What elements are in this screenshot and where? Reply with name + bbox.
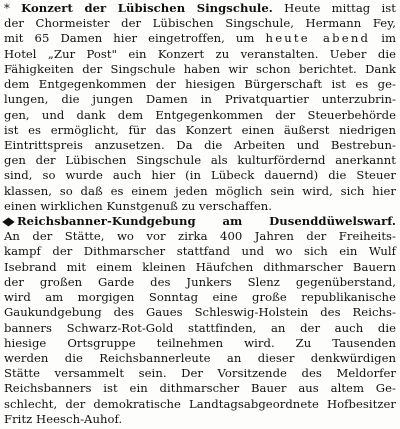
article-line: der Chormeister der Lübischen Singschule, Hermann Fey, xyxy=(4,16,396,31)
article-line: Hotel „Zur Post" ein Konzert zu veranstalten. Ueber die xyxy=(4,46,396,61)
article-line: * Konzert der Lübischen Singschule. Heute mittag ist xyxy=(4,1,396,15)
article-line: banners Schwarz-Rot-Gold stattfinden, an der auch die xyxy=(4,320,396,335)
article-line: Eintrittspreis anzusetzen. Da die Arbeiten und Bestrebun- xyxy=(4,137,396,152)
section2-heading-line xyxy=(4,214,396,229)
article-line: An der Stätte, wo vor zirka 400 Jahren der Freiheits- xyxy=(4,229,396,244)
article-line: lungen, die jungen Damen in Privatquartier unterzubrin- xyxy=(4,92,396,107)
article-line: hiesige Ortsgruppe teilnehmen wird. Zu Tausenden xyxy=(4,335,396,350)
article-line: Gaukundgebung des Gaues Schleswig-Holstein des Reichs- xyxy=(4,305,396,320)
article-line: ist es ermöglicht, für das Konzert einen äußerst niedrigen xyxy=(4,122,396,137)
article-line: Isebrand mit einem kleinen Häufchen dithmarscher Bauern xyxy=(4,259,396,274)
spaced-emphasis: heute abend xyxy=(265,31,371,46)
article-line: Fritz Heesch-Auhof. xyxy=(4,411,123,426)
section1-heading: Konzert der Lübischen Singschule. xyxy=(21,1,273,15)
article-line: gen, und dank dem Entgegenkommen der Steuerbehörde xyxy=(4,107,396,122)
article-line: klassen, so daß es einem jeden möglich sein wird, sich hier xyxy=(4,183,396,198)
article-line: mit 65 Damen hier eingetroffen, um heute abend im xyxy=(4,31,396,46)
article-line: sind, so wurde auch hier (in Lübeck dauernd) die Steuer xyxy=(4,168,396,183)
article-line: wird am morgigen Sonntag eine große republikanische xyxy=(4,290,396,305)
diamond-divider-icon: ◆ xyxy=(2,214,15,228)
article-line: gen der Lübischen Singschule als kulturfördernd anerkannt xyxy=(4,153,396,168)
article-line: werden die Reichsbannerleute an dieser denkwürdigen xyxy=(4,350,396,365)
article-line: dem Entgegenkommen der hiesigen Bürgerschaft ist es ge- xyxy=(4,77,396,92)
section-marker: * xyxy=(4,1,10,15)
article-line: kampf der Dithmarscher stattfand und wo sich ein Wulf xyxy=(4,244,396,259)
section2-heading: Reichsbanner-Kundgebung am Dusenddüwelswarf. xyxy=(16,214,396,228)
article-line: einen wirklichen Kunstgenuß zu verschaffen. xyxy=(4,198,273,213)
article-line: Fähigkeiten der Singschule haben wir schon berichtet. Dank xyxy=(4,61,396,76)
article-line: der großen Garde des Junkers Slenz gegenüberstand, xyxy=(4,274,396,289)
article-line: Stätte versammelt sein. Der Vorsitzende des Meldorfer xyxy=(4,366,396,381)
article-line: Reichsbanners ist ein dithmarscher Bauer aus altem Ge- xyxy=(4,381,396,396)
article-line: schlecht, der demokratische Landtagsabgeordnete Hofbesitzer xyxy=(4,396,396,411)
